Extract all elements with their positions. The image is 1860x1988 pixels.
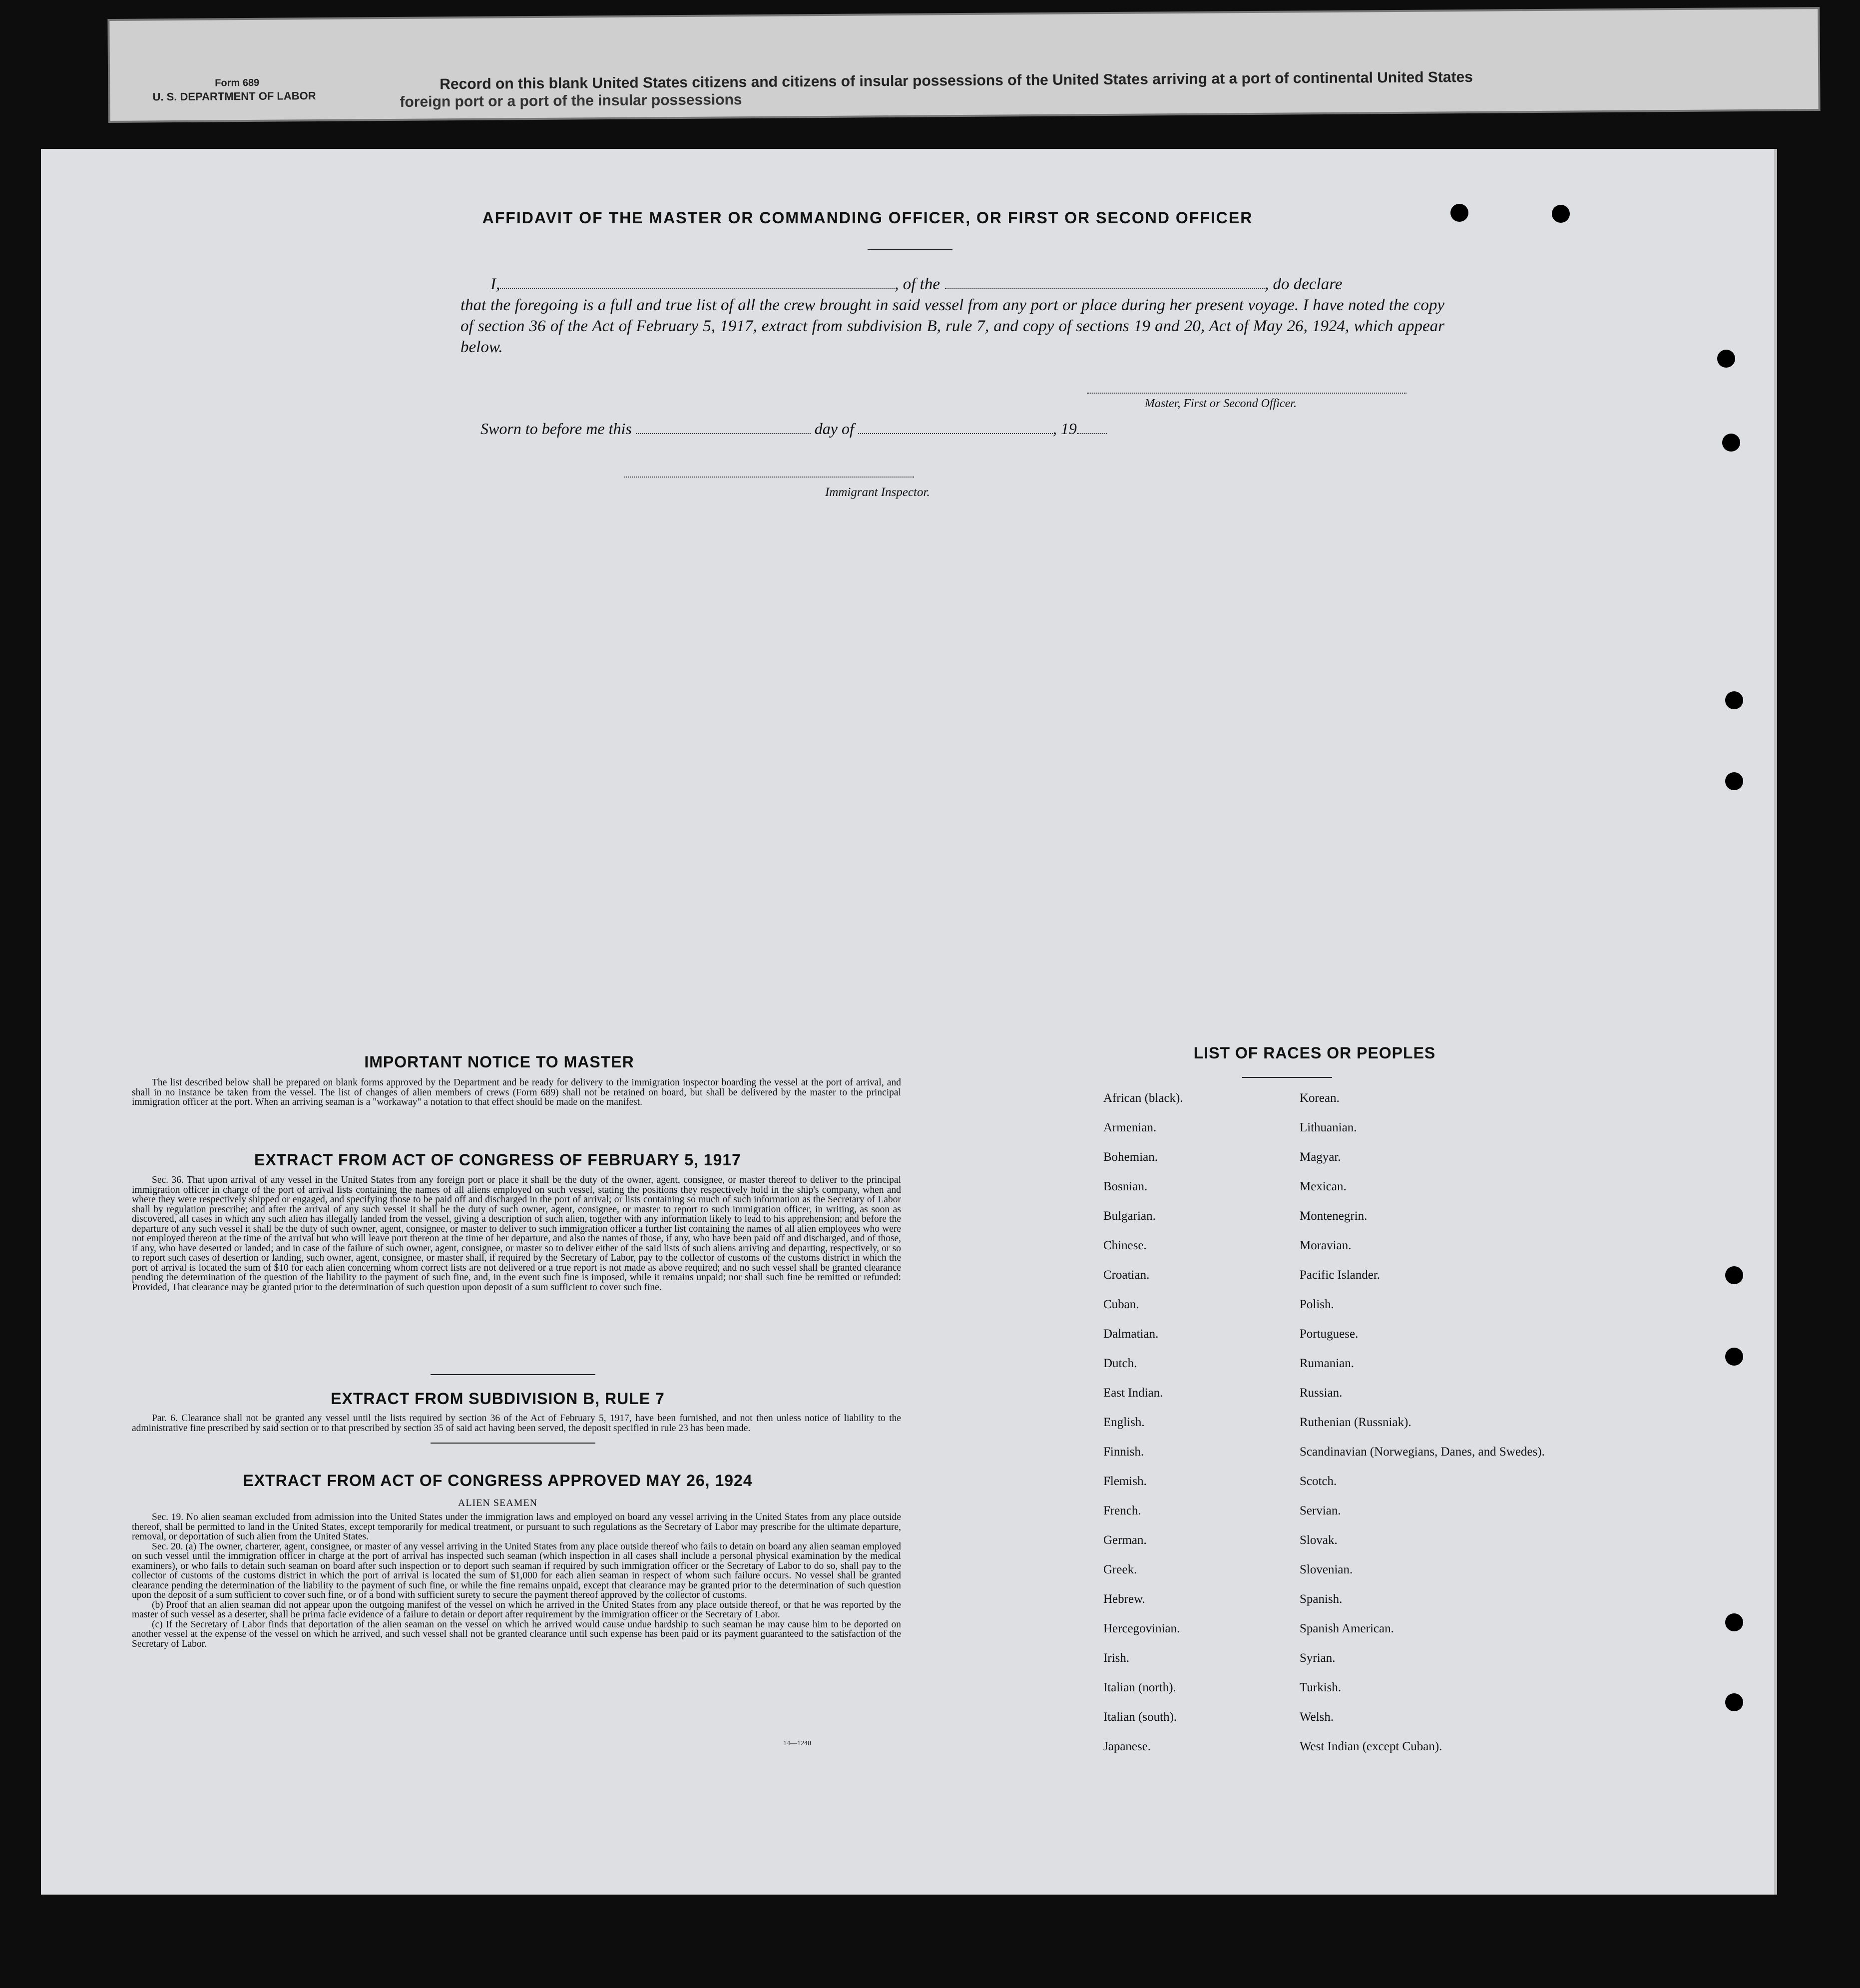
inspector-label: Immigrant Inspector. [825,486,930,499]
signature-line[interactable] [1087,393,1406,394]
notice-title: IMPORTANT NOTICE TO MASTER [364,1053,634,1071]
section-20a-paragraph: Sec. 20. (a) The owner, charterer, agent, consignee, or master of any vessel arriving in the United States from any place outside thereof who fails to detain on board any alien seaman employed on such vessel until the immigration officer in charge at the port of arrival has inspected such seaman (which inspection in all cases shall include a personal physical examination by the medical examiners), or who fails to detain such seaman on board after such inspection or to deport such seaman if required by such immigration officer or the Secretary of Labor to do so, shall pay to the collector of customs of the customs district in which the port of arrival is located the sum of $1,000 for each alien seaman in respect of whom such failure occurs. No vessel shall be granted clearance pending the determination of the liability to the payment of such fine, or while the fine remains unpaid, except that clearance may be granted prior to the determination of such question upon the deposit of a sum sufficient to cover such fine, or of a bond with sufficient surety to secure the payment thereof approved by the collector of customs. [132,1541,901,1600]
declaration-i: I, [490,275,500,293]
race-item: Servian. [1300,1504,1341,1517]
extract-1924-subtitle: ALIEN SEAMEN [458,1497,538,1508]
vessel-blank[interactable] [945,288,1265,289]
race-item: Pacific Islander. [1300,1268,1381,1282]
race-item: Italian (north). [1103,1681,1176,1694]
race-item: Hebrew. [1103,1592,1145,1606]
race-item: Russian. [1300,1386,1343,1400]
punch-hole [1725,1693,1743,1711]
race-item: Armenian. [1103,1121,1157,1134]
strip-form-number: Form 689 [215,77,260,89]
race-item: Hercegovinian. [1103,1622,1180,1635]
declaration-do-declare: , do declare [1264,275,1343,293]
race-item: Bulgarian. [1103,1209,1156,1223]
race-item: Scotch. [1300,1475,1337,1488]
race-item: Bohemian. [1103,1150,1158,1164]
race-item: Cuban. [1103,1298,1139,1311]
extract-rule7-title: EXTRACT FROM SUBDIVISION B, RULE 7 [331,1390,665,1408]
race-item: Italian (south). [1103,1710,1177,1724]
races-divider [1242,1077,1332,1078]
strip-record-text: Record on this blank United States citizens and citizens of insular possessions of the United States arriving at a port of continental United States [440,68,1473,93]
declaration-body: that the foregoing is a full and true list of all the crew brought in said vessel from any port or place during her present voyage. I have noted the copy of section 36 of the Act of February 5, 1917, extract from subdivision B, rule 7, and copy of sections 19 and 20, Act of May 26, 1924, which appear below. [461,296,1444,356]
sworn-start: Sworn to before me this [480,420,632,438]
race-item: Polish. [1300,1298,1334,1311]
strip-department: U. S. DEPARTMENT OF LABOR [152,89,316,103]
race-item: Magyar. [1300,1150,1341,1164]
sworn-year-prefix: , 19 [1052,420,1077,438]
sworn-day-of: day of [814,420,854,438]
section-19-paragraph: Sec. 19. No alien seaman excluded from admission into the United States under the immigration laws and employed on board any vessel arriving in the United States from any place outside thereof, shall be permitted to land in the United States, except temporarily for medical treatment, or pursuant to such regulations as the Secretary of Labor may prescribe for the ultimate departure, removal, or deportation of such alien from the United States. [132,1512,901,1542]
race-item: Turkish. [1300,1681,1342,1694]
race-item: Mexican. [1300,1180,1347,1193]
punch-hole [1717,350,1735,368]
races-left-column [1103,1091,1183,1769]
punch-hole [1725,772,1743,790]
section-divider [431,1374,595,1375]
sworn-month-blank[interactable] [858,433,1053,434]
race-item: Welsh. [1300,1710,1334,1724]
extract-1924-text [132,1512,901,1649]
title-divider [868,249,952,250]
extract-1924-title: EXTRACT FROM ACT OF CONGRESS APPROVED MAY 26, 1924 [243,1472,753,1490]
declaration-block [461,274,1444,358]
extract-1917-title: EXTRACT FROM ACT OF CONGRESS OF FEBRUARY 5, 1917 [254,1151,741,1169]
race-item: Dutch. [1103,1357,1137,1370]
races-right-column [1300,1091,1545,1769]
race-item: Syrian. [1300,1651,1336,1665]
section-20b-paragraph: (b) Proof that an alien seaman did not appear upon the outgoing manifest of the vessel on which he arrived in the United States from any place outside thereof, or that he was reported by the master of such vessel as a deserter, shall be prima facie evidence of a failure to detain or deport after requirement by the immigration officer or the Secretary of Labor. [132,1599,901,1620]
race-item: Dalmatian. [1103,1327,1159,1341]
race-item: Bosnian. [1103,1180,1148,1193]
race-item: Moravian. [1300,1239,1352,1252]
notice-paragraph: The list described below shall be prepared on blank forms approved by the Department and be ready for delivery to the immigration inspector boarding the vessel at the port of arrival, and shall in no instance be taken from the vessel. The list of changes of alien members of crews (Form 689) shall not be retained on board, but shall be delivered by the master to the principal immigration officer at the port. When an arriving seaman is a "workaway" a notation to that effect should be made on the manifest. [132,1077,901,1107]
race-item: French. [1103,1504,1141,1517]
declaration-of-the: , of the [895,275,940,293]
race-item: Croatian. [1103,1268,1150,1282]
race-item: Slovak. [1300,1533,1338,1547]
race-item: East Indian. [1103,1386,1163,1400]
extract-rule7-paragraph: Par. 6. Clearance shall not be granted any vessel until the lists required by section 36 of the Act of February 5, 1917, have been furnished, and not then unless notice of liability to the administrative fine prescribed by said section or to that prescribed by section 35 of said act having been served, the deposit specified in rule 23 has been made. [132,1413,901,1434]
race-item: German. [1103,1533,1147,1547]
race-item: African (black). [1103,1091,1183,1105]
race-item: Portuguese. [1300,1327,1359,1341]
sworn-line [480,420,1107,438]
race-item: Ruthenian (Russniak). [1300,1416,1411,1429]
race-item: Lithuanian. [1300,1121,1357,1134]
declaration-line-1 [461,274,1444,295]
punch-hole [1725,691,1743,709]
race-item: Chinese. [1103,1239,1147,1252]
punch-hole [1725,1348,1743,1366]
race-item: Spanish. [1300,1592,1343,1606]
races-title: LIST OF RACES OR PEOPLES [1193,1044,1436,1062]
race-item: Greek. [1103,1563,1137,1576]
race-item: Rumanian. [1300,1357,1355,1370]
punch-hole [1722,434,1740,452]
section-20c-paragraph: (c) If the Secretary of Labor finds that deportation of the alien seaman on the vessel on which he arrived would cause undue hardship to such seaman he may cause him to be deported on another vessel at the expense of the vessel on which he arrived, and such vessel shall not be granted clearance until such expense has been paid or its payment guaranteed to the satisfaction of the Secretary of Labor. [132,1619,901,1649]
sworn-year-blank[interactable] [1077,433,1107,434]
race-item: Finnish. [1103,1445,1144,1459]
extract-1917-text [132,1175,901,1292]
strip-record-text-2: foreign port or a port of the insular possessions [400,91,742,110]
previous-form-strip [109,9,1818,121]
race-item: English. [1103,1416,1145,1429]
section-divider [431,1443,595,1444]
race-item: Japanese. [1103,1740,1151,1753]
punch-hole [1725,1266,1743,1284]
race-item: Irish. [1103,1651,1130,1665]
race-item: Korean. [1300,1091,1340,1105]
race-item: Scandinavian (Norwegians, Danes, and Swedes). [1300,1445,1545,1459]
race-item: Slovenian. [1300,1563,1353,1576]
affidavit-title: AFFIDAVIT OF THE MASTER OR COMMANDING OFFICER, OR FIRST OR SECOND OFFICER [482,209,1253,227]
name-blank[interactable] [500,288,895,289]
race-item: West Indian (except Cuban). [1300,1740,1442,1753]
signature-label: Master, First or Second Officer. [1145,397,1297,410]
inspector-signature-line[interactable] [624,477,914,478]
race-item: Spanish American. [1300,1622,1394,1635]
race-item: Flemish. [1103,1475,1147,1488]
extract-rule7-text [132,1414,901,1433]
punch-hole [1725,1613,1743,1631]
race-item: Montenegrin. [1300,1209,1368,1223]
extract-1917-paragraph: Sec. 36. That upon arrival of any vessel in the United States from any foreign port or place it shall be the duty of the owner, agent, consignee, or master thereof to deliver to the principal immigration officer in charge of the port of arrival lists containing the names of all aliens employed on such vessel, stating the positions they respectively hold in the ship's company, when and where they were respectively shipped or engaged, and specifying those to be paid off and discharged in the port of arrival; or lists containing so much of such information as the Secretary of Labor shall by regulation prescribe; and after the arrival of any such vessel it shall be the duty of such owner, agent, consignee, or master to report to such immigration officer, in writing, as soon as discovered, all cases in which any such alien has illegally landed from the vessel, giving a description of such alien, together with any information likely to lead to his apprehension; and before the departure of any such vessel it shall be the duty of such owner, agent, consignee, or master to deliver to such immigration officer a further list containing the names of all alien employees who were not employed thereon at the time of the arrival but who will leave port thereon at the time of her departure, and also the names of those, if any, who have been paid off and discharged, and of those, if any, who have deserted or landed; and in case of the failure of such owner, agent, consignee, or master so to deliver either of the said lists of such aliens arriving and departing, respectively, or so to report such cases of desertion or landing, such owner, agent, consignee, or master shall, if required by the Secretary of Labor, pay to the collector of customs of the customs district in which the port of arrival is located the sum of $10 for each alien concerning whom correct lists are not delivered or a true report is not made as above required; and no such vessel shall be granted clearance pending the determination of the question of the liability to the payment of such fine, and, in the event such fine is imposed, while it remains unpaid; nor shall such fine be remitted or refunded: Provided, That clearance may be granted prior to the determination of such question upon deposit of a sum sufficient to cover such fine. [132,1175,901,1293]
notice-text [132,1078,901,1107]
document-page [41,149,1777,1895]
sworn-day-blank[interactable] [636,433,811,434]
form-code: 14—1240 [783,1740,811,1747]
